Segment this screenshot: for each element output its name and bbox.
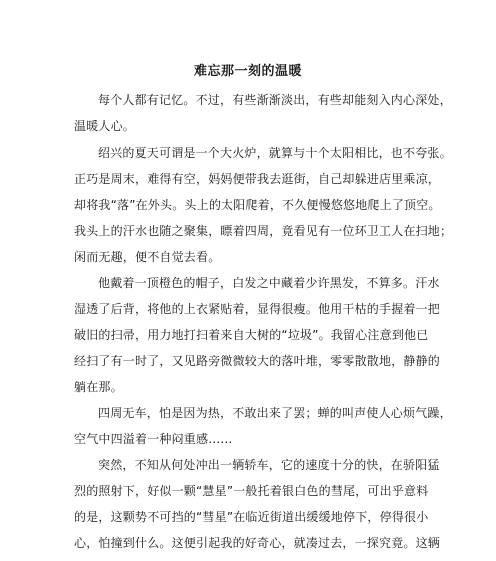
paragraph-line: 湿透了后背，将他的上衣紧贴着，显得很瘦。他用干枯的手握着一把 bbox=[74, 302, 441, 316]
paragraph-line: 正巧是周末，难得有空，妈妈便带我去逛街，自己却躲进店里乘凉， bbox=[74, 172, 441, 186]
paragraph-line: 破旧的扫帚，用力地打扫着来自大树的“垃圾”。我留心注意到他已 bbox=[74, 328, 429, 342]
paragraph-line: 绍兴的夏天可谓是一个大火炉，就算与十个太阳相比，也不夸张。 bbox=[98, 146, 452, 160]
paragraph-line: 四周无车，怕是因为热，不敢出来了罢；蝉的叫声使人心烦气躁， bbox=[98, 406, 452, 420]
document-title: 难忘那一刻的温暖 bbox=[193, 64, 302, 79]
paragraph-line: 突然，不知从何处冲出一辆轿车，它的速度十分的快，在骄阳猛 bbox=[98, 458, 440, 472]
paragraph-line: 空气中四溢着一种闷重感…… bbox=[74, 432, 233, 446]
paragraph-line: 烈的照射下，好似一颗“慧星”一般托着银白色的彗尾，可出乎意料 bbox=[74, 484, 429, 498]
paragraph-line: 他戴着一顶橙色的帽子，白发之中藏着少许黑发，不算多。汗水 bbox=[98, 276, 440, 290]
paragraph-line: 的是，这颗势不可挡的“彗星”在临近街道出缓缓地停下，停得很小 bbox=[74, 510, 429, 524]
paragraph-line: 经扫了有一时了，又见路旁微微较大的落叶堆，零零散散地，静静的 bbox=[74, 354, 441, 368]
paragraph-line: 每个人都有记忆。不过，有些渐渐淡出，有些却能刻入内心深处， bbox=[98, 93, 452, 107]
paragraph-line: 却将我“落”在外头。头上的太阳爬着，不久便慢悠悠地爬上了顶空。 bbox=[74, 198, 441, 212]
paragraph-line: 温暖人心。 bbox=[74, 119, 136, 133]
paragraph-line: 躺在那。 bbox=[74, 380, 123, 394]
paragraph-line: 我头上的汗水也随之聚集，瞟着四周，竟看见有一位环卫工人在扫地； bbox=[74, 224, 453, 238]
paragraph-line: 心，怕撞到什么。这便引起我的好奇心，就凑过去，一探究竟。这辆 bbox=[74, 536, 441, 550]
paragraph-line: 闲而无趣，便不自觉去看。 bbox=[74, 250, 221, 264]
